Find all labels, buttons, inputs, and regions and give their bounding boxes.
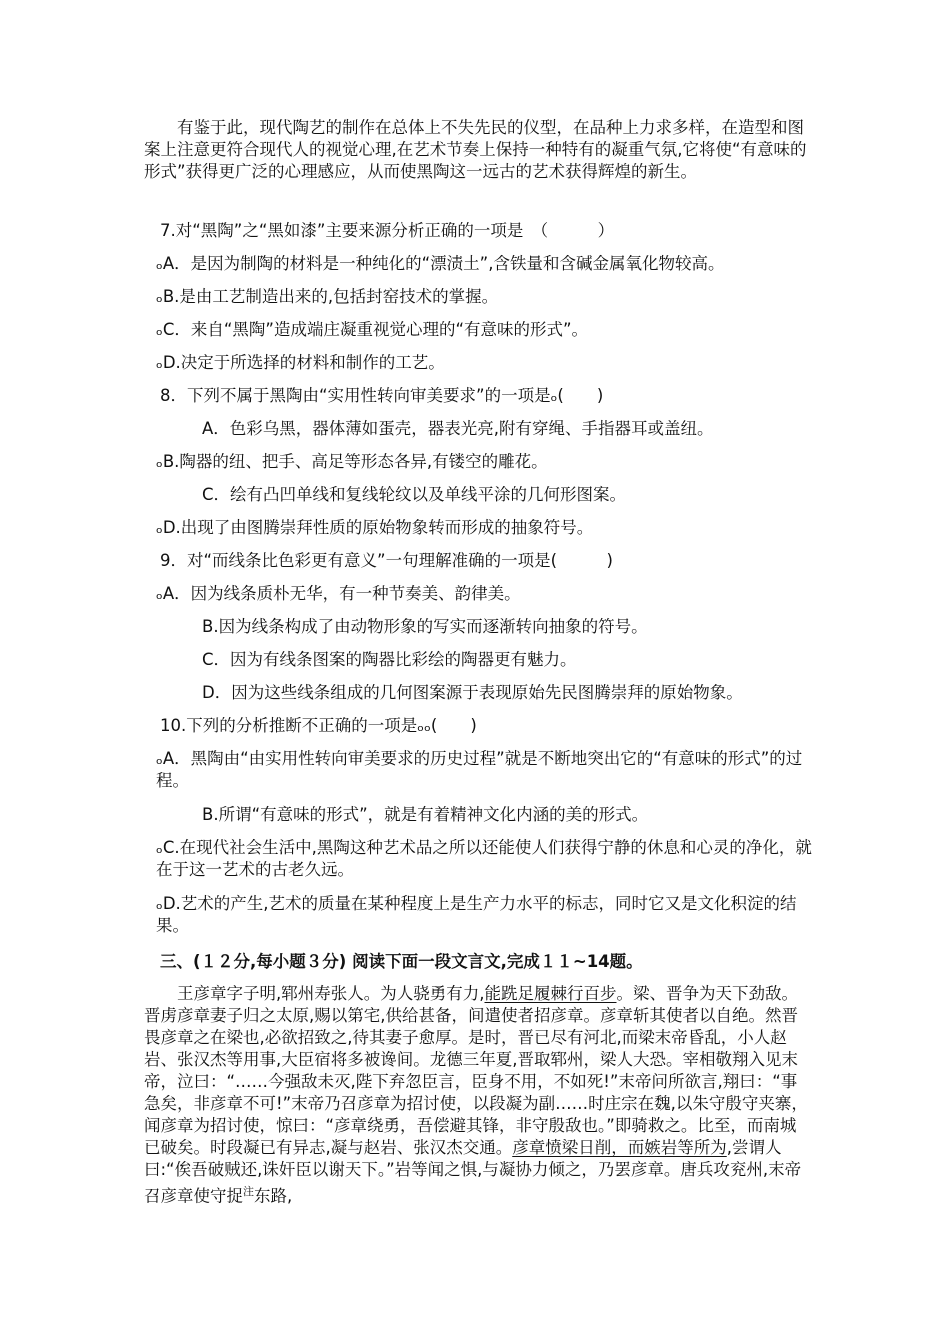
passage-ending-paragraph: 有鉴于此，现代陶艺的制作在总体上不失先民的仪型，在品种上力求多样，在造型和图案上注意更符合现代人的视觉心理,在艺术节奏上保持一种特有的凝重气氛,它将使“有意味的形式”获得更广泛的心理感应，从而使黑陶这一远古的艺术获得辉煌的新生。	[144, 118, 807, 181]
question-9-option-b: B.因为线条构成了由动物形象的写实而逐渐转向抽象的符号。	[202, 617, 648, 636]
question-8-option-b: ₒB.陶器的纽、把手、高足等形态各异,有镂空的雕花。	[156, 452, 548, 471]
question-8-option-a: A．色彩乌黑，器体薄如蛋壳，器表光亮,附有穿绳、手指器耳或盖纽。	[202, 419, 714, 438]
question-10-option-a: ₒA．黑陶由“由实用性转向审美要求的历史过程”就是不断地突出它的“有意味的形式”的过程。	[156, 749, 803, 790]
passage-text-1: 王彦章字子明,郓州寿张人。为人骁勇有力,	[177, 984, 485, 1003]
passage-text-2: 。梁、晋争为天下劲敌。晋虏彦章妻子归之太原,赐以第宅,供给甚备，间遣使者招彦章。彦章斩其使者以自绝。然晋畏彦章之在梁也,必欲招致之,待其妻子愈厚。是时，晋已尽有河北,而梁末帝昏乱，小人赵岩、张汉杰等用事,大臣宿将多被谗间。龙德三年夏,晋取郓州，梁人大恐。宰相敬翔入见末帝，泣曰：“……今强敌未灭,陛下弃忽臣言，臣身不用，不如死!”末帝问所欲言,翔曰：“事急矣，非彦章不可!”末帝乃召彦章为招讨使，以段凝为副……时庄宗在魏,以朱守殷守夹寨，闻彦章为招讨使，惊曰：“彦章绕勇，吾偿避其锋，非守殷敌也。”即骑救之。比至，而南城已破矣。时段凝已有异志,凝与赵岩、张汉杰交通。	[144, 984, 808, 1157]
underlined-sentence-2: 彦章愤梁日削，而嫉岩等所为	[512, 1138, 727, 1157]
question-7-option-c: ₒC．来自“黑陶”造成端庄凝重视觉心理的“有意味的形式”。	[156, 320, 589, 339]
classical-chinese-passage	[144, 983, 812, 1208]
question-9-stem: 9．对“而线条比色彩更有意义”一句理解准确的一项是( )	[160, 551, 613, 570]
question-7-option-d: ₒD.决定于所选择的材料和制作的工艺。	[156, 353, 445, 372]
question-9-option-d: D．因为这些线条组成的几何图案源于表现原始先民图腾崇拜的原始物象。	[202, 683, 743, 702]
question-7-option-b: ₒB.是由工艺制造出来的,包括封窑技术的掌握。	[156, 287, 499, 306]
footnote-marker: 注	[243, 1185, 254, 1198]
question-9-option-c: C．因为有线条图案的陶器比彩绘的陶器更有魅力。	[202, 650, 577, 669]
question-10-option-d: ₒD.艺术的产生,艺术的质量在某种程度上是生产力水平的标志，同时它又是文化积淀的结果。	[156, 894, 797, 935]
underlined-sentence-1: 能跣足履棘行百步	[484, 984, 617, 1003]
question-8-stem: 8．下列不属于黑陶由“实用性转向审美要求”的一项是ₒ( )	[160, 386, 604, 405]
passage-text-4: 东路,	[254, 1186, 293, 1206]
question-10-stem: 10.下列的分析推断不正确的一项是ₒₒ( )	[160, 716, 477, 735]
question-7-option-a: ₒA．是因为制陶的材料是一种纯化的“漂渍土”,含铁量和含碱金属氧化物较高。	[156, 254, 725, 273]
passage-text-3: ,尝谓人曰:“俟吾破贼还,诛奸臣以谢天下。”岩等闻之惧,与凝协力倾之，乃罢彦章。唐兵攻兖州,末帝召彦章使守捉	[144, 1138, 802, 1206]
question-9-option-a: ₒA．因为线条质朴无华，有一种节奏美、韵律美。	[156, 584, 521, 603]
question-8-option-d: ₒD.出现了由图腾崇拜性质的原始物象转而形成的抽象符号。	[156, 518, 594, 537]
question-10-option-b: B.所谓“有意味的形式”，就是有着精神文化内涵的美的形式。	[202, 805, 649, 824]
question-10-option-c: ₒC.在现代社会生活中,黑陶这种艺术品之所以还能使人们获得宁静的休息和心灵的净化，就在于这一艺术的古老久远。	[156, 838, 812, 879]
section-3-heading: 三、(１２分,每小题３分) 阅读下面一段文言文,完成１１~14题。	[160, 952, 643, 971]
question-8-option-c: C．绘有凸凹单线和复线轮纹以及单线平涂的几何形图案。	[202, 485, 627, 504]
question-7-stem: 7.对“黑陶”之“黑如漆”主要来源分析正确的一项是 （ ）	[160, 221, 615, 240]
